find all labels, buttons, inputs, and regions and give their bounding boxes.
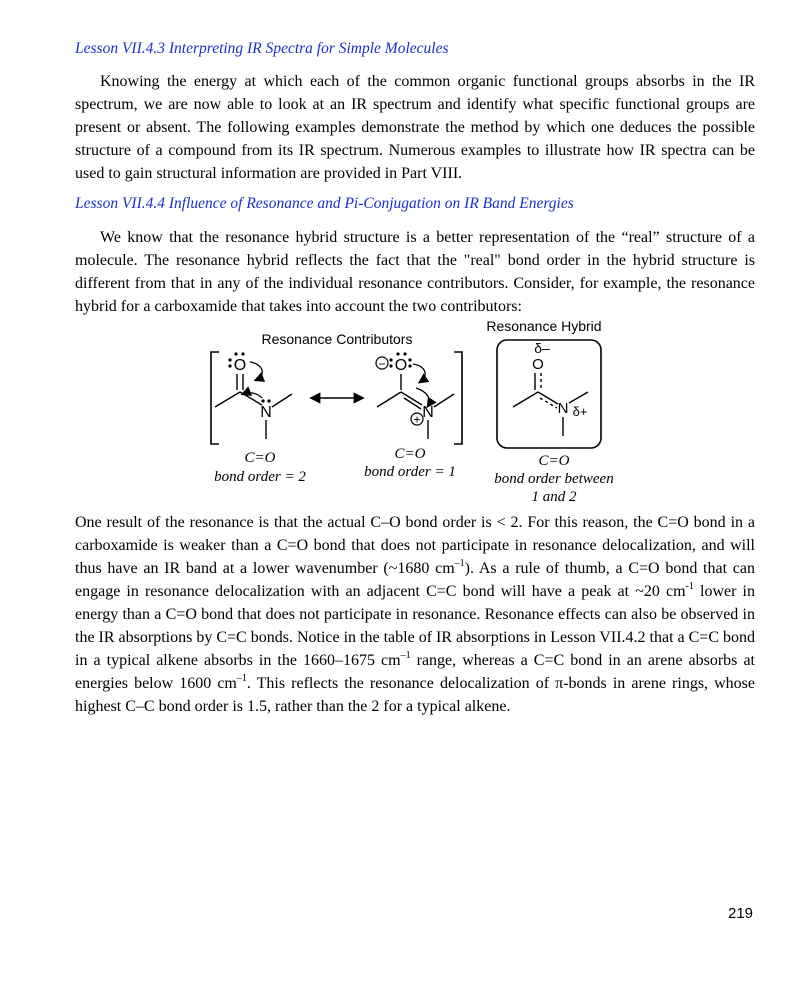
hybrid-title: Resonance Hybrid [486,318,602,334]
page-number: 219 [728,905,754,922]
section-heading-ir-spectra: Lesson VII.4.3 Interpreting IR Spectra for Simple Molecules [75,40,449,57]
contributor-1-label-line1: C=O [244,450,276,466]
contributor-1-nitrogen: N [260,404,272,421]
section-heading-resonance: Lesson VII.4.4 Influence of Resonance and Pi-Conjugation on IR Band Energies [75,195,574,212]
svg-text:−: − [378,357,386,371]
electron-arrow-1 [250,362,262,380]
hybrid-label-line2: bond order between [494,471,614,487]
hybrid-structure [513,340,588,436]
contributor-1-oxygen: O [233,357,247,374]
contributor-2-label-line2: bond order = 1 [364,464,456,480]
delta-minus-label: δ– [534,340,550,356]
right-bracket [454,352,462,444]
left-bracket [211,352,219,444]
contributors-title: Resonance Contributors [261,331,413,347]
paragraph-resonance-effects: One result of the resonance is that the actual C–O bond order is < 2. For this reason, the C=O bond in a carboxamide is weaker than a C=O bond that does not participate in resonance delocalization, and will thus have an IR band at a lower wavenumber (~1680 $cm^{-1}$). As a rule of thumb, a C=O bond that can engage in resonance delocalization with an adjacent C=C bond will have a peak at ~20 $cm^{-1}$ lower in energy than a C=O bond that does not participate in resonance. Resonance effects can also be observed in the IR absorptions by C=C bonds. Notice in the table of IR absorptions in Lesson VII.4.2 that a C=C bond in a typical alkene absorbs in the 1660–1675 $cm^{-1}$ range, whereas a C=C bond in an arene absorbs at energies below 1600 $cm^{-1}$. This reflects the resonance delocalization of π-bonds in arene rings, whose highest C–C bond order is 1.5, rather than the 2 for a typical alkene. [75,514,755,715]
hybrid-label-line1: C=O [538,453,570,469]
hybrid-oxygen: O [532,356,544,373]
contributor-2-structure [376,352,454,439]
paragraph-resonance-intro: We know that the resonance hybrid structure is a better representation of the “real” structure of a molecule. The resonance hybrid reflects the fact that the "real" bond order in the hybrid structure is different from that in any of the individual resonance contributors. Consider, for example, the resonance hybrid for a carboxamide that takes into account the two contributors: [75,229,755,315]
delta-plus-label: δ+ [572,404,588,419]
contributor-1-structure [215,352,292,439]
resonance-diagram [0,312,794,512]
contributor-2-nitrogen: N [422,404,434,421]
hybrid-nitrogen: N [557,400,569,417]
svg-text:+: + [413,412,421,427]
contributor-2-oxygen: O [394,357,408,374]
paragraph-ir-intro: Knowing the energy at which each of the common organic functional groups absorbs in the IR spectrum, we are now able to look at an IR spectrum and identify what specific functional groups are present or absent. The following examples demonstrate the method by which one deduces the possible structure of a compound from its IR spectrum. Numerous examples to illustrate how IR spectra can be used to gain structural information are provided in Part VIII. [75,73,755,182]
contributor-1-label-line2: bond order = 2 [214,469,306,485]
resonance-figure [0,312,794,512]
hybrid-label-line3: 1 and 2 [531,489,577,505]
contributor-2-label-line1: C=O [394,446,426,462]
electron-arrow-3 [413,364,425,382]
